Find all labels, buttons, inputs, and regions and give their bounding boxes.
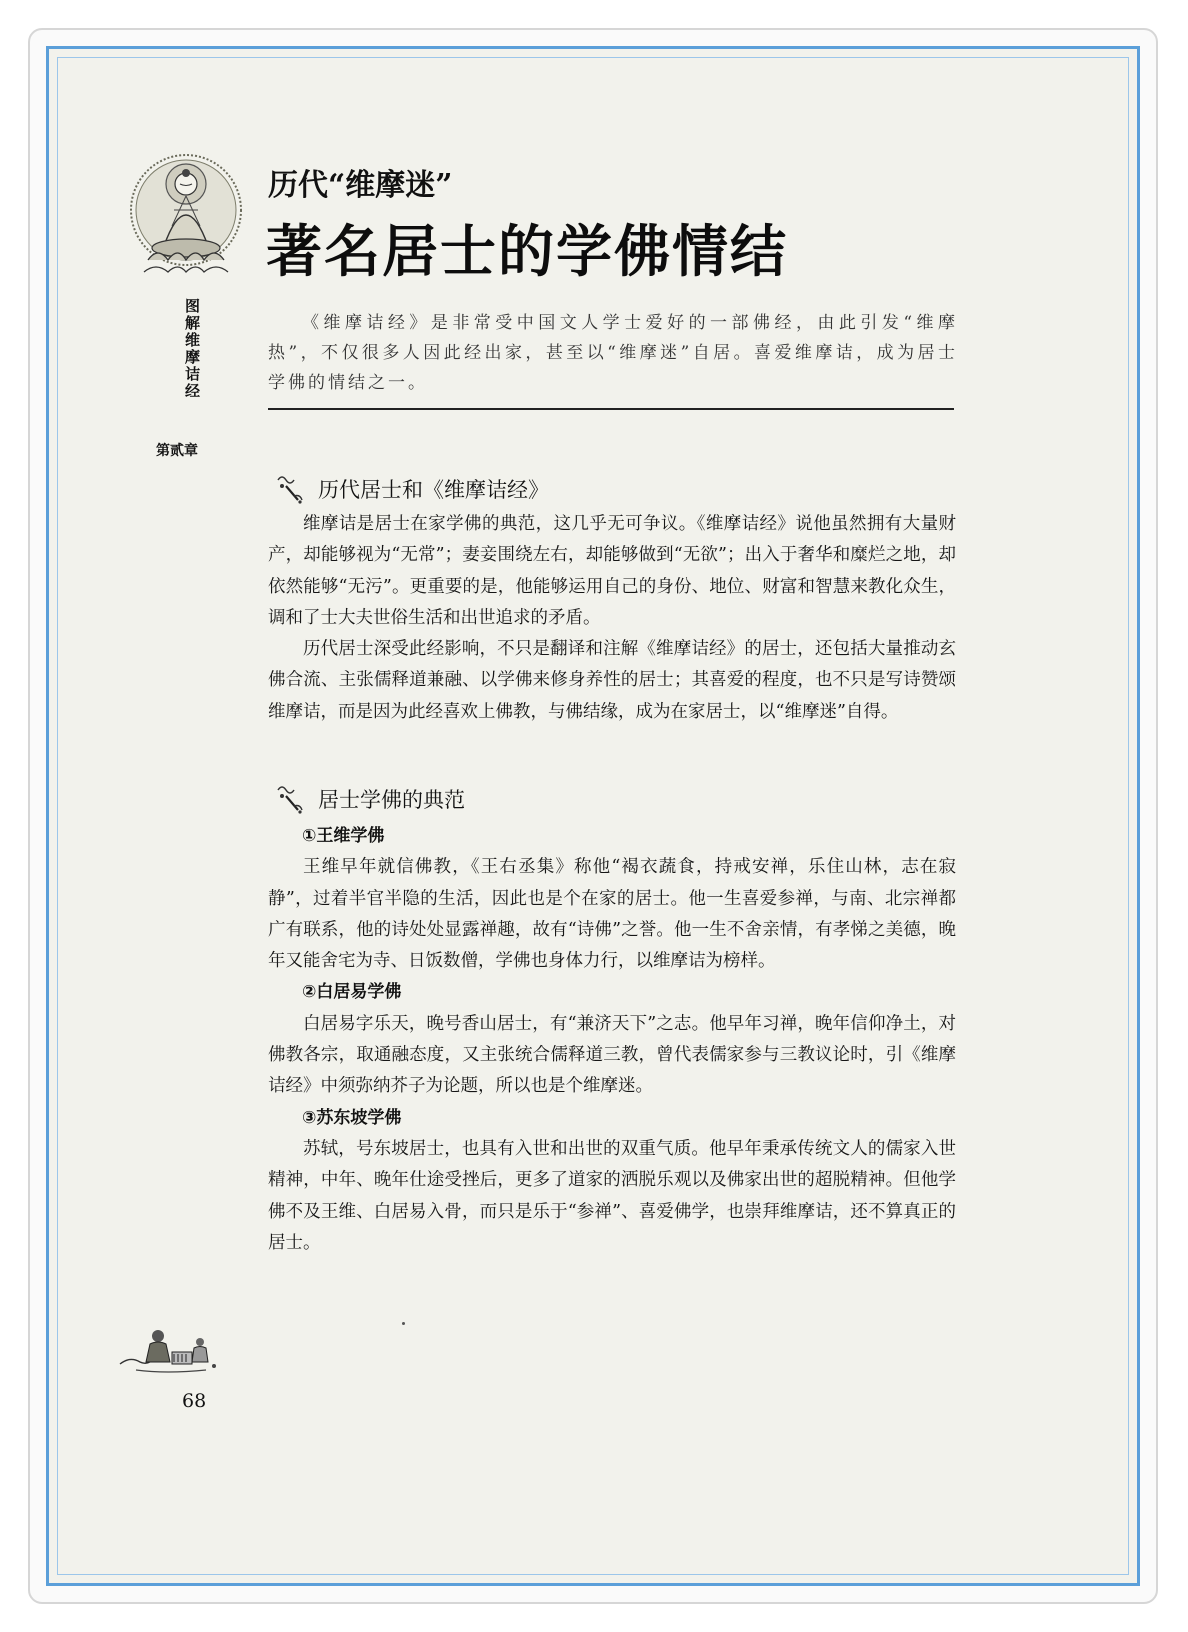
chapter-label: 第贰章 (156, 443, 198, 459)
book-title-vertical: 图解维摩诘经 (183, 298, 201, 400)
subsection-heading: ③苏东坡学佛 (302, 1107, 402, 1128)
subsection-heading: ①王维学佛 (302, 826, 385, 846)
buddha-medallion-icon (128, 148, 244, 282)
subsection-heading: ②白居易学佛 (302, 982, 402, 1003)
section-body-1 (268, 509, 956, 728)
page-number: 68 (182, 1390, 207, 1412)
page-kicker: 历代“维摩迷” (268, 168, 453, 203)
intro-divider (268, 408, 954, 410)
paragraph: 王维早年就信佛教，《王右丞集》称他“褐衣蔬食，持戒安禅，乐住山林，志在寂静”，过着半官半隐的生活，因此也是个在家的居士。他一生喜爱参禅，与南、北宗禅都广有联系，他的诗处处显露禅趣，故有“诗佛”之誉。他一生不舍亲情，有孝悌之美德，晚年又能舍宅为寺、日饭数僧，学佛也身体力行，以维摩诘为榜样。 (268, 857, 956, 972)
scholars-vignette-icon (116, 1318, 220, 1376)
section-body-2 (268, 821, 956, 1259)
section-ornament-icon (272, 472, 308, 506)
print-speck (402, 1322, 405, 1325)
section-heading-1 (272, 472, 549, 506)
section-title-1: 历代居士和《维摩诘经》 (318, 478, 549, 502)
paragraph: 维摩诘是居士在家学佛的典范，这几乎无可争议。《维摩诘经》说他虽然拥有大量财产，却能够视为“无常”；妻妾围绕左右，却能够做到“无欲”；出入于奢华和糜烂之地，却依然能够“无污”。更重要的是，他能够运用自己的身份、地位、财富和智慧来教化众生，调和了士大夫世俗生活和出世追求的矛盾。 (268, 514, 956, 628)
paragraph: 苏轼，号东坡居士，也具有入世和出世的双重气质。他早年秉承传统文人的儒家入世精神，中年、晚年仕途受挫后，更多了道家的洒脱乐观以及佛家出世的超脱精神。但他学佛不及王维、白居易入骨，而只是乐于“参禅”、喜爱佛学，也崇拜维摩诘，还不算真正的居士。 (268, 1138, 956, 1253)
page-title: 著名居士的学佛情结 (266, 219, 788, 285)
paragraph: 历代居士深受此经影响，不只是翻译和注解《维摩诘经》的居士，还包括大量推动玄佛合流、主张儒释道兼融、以学佛来修身养性的居士；其喜爱的程度，也不只是写诗赞颂维摩诘，而是因为此经喜欢上佛教，与佛结缘，成为在家居士，以“维摩迷”自得。 (268, 639, 956, 722)
section-ornament-icon (272, 782, 308, 816)
intro-paragraph: 《维摩诘经》是非常受中国文人学士爱好的一部佛经，由此引发“维摩热”，不仅很多人因此经出家，甚至以“维摩迷”自居。喜爱维摩诘，成为居士学佛的情结之一。 (268, 313, 958, 393)
paragraph: 白居易字乐天，晚号香山居士，有“兼济天下”之志。他早年习禅，晚年信仰净土，对佛教各宗，取通融态度，又主张统合儒释道三教，曾代表儒家参与三教议论时，引《维摩诘经》中须弥纳芥子为论题，所以也是个维摩迷。 (268, 1013, 956, 1097)
section-title-2: 居士学佛的典范 (318, 788, 465, 812)
section-heading-2 (272, 782, 465, 816)
